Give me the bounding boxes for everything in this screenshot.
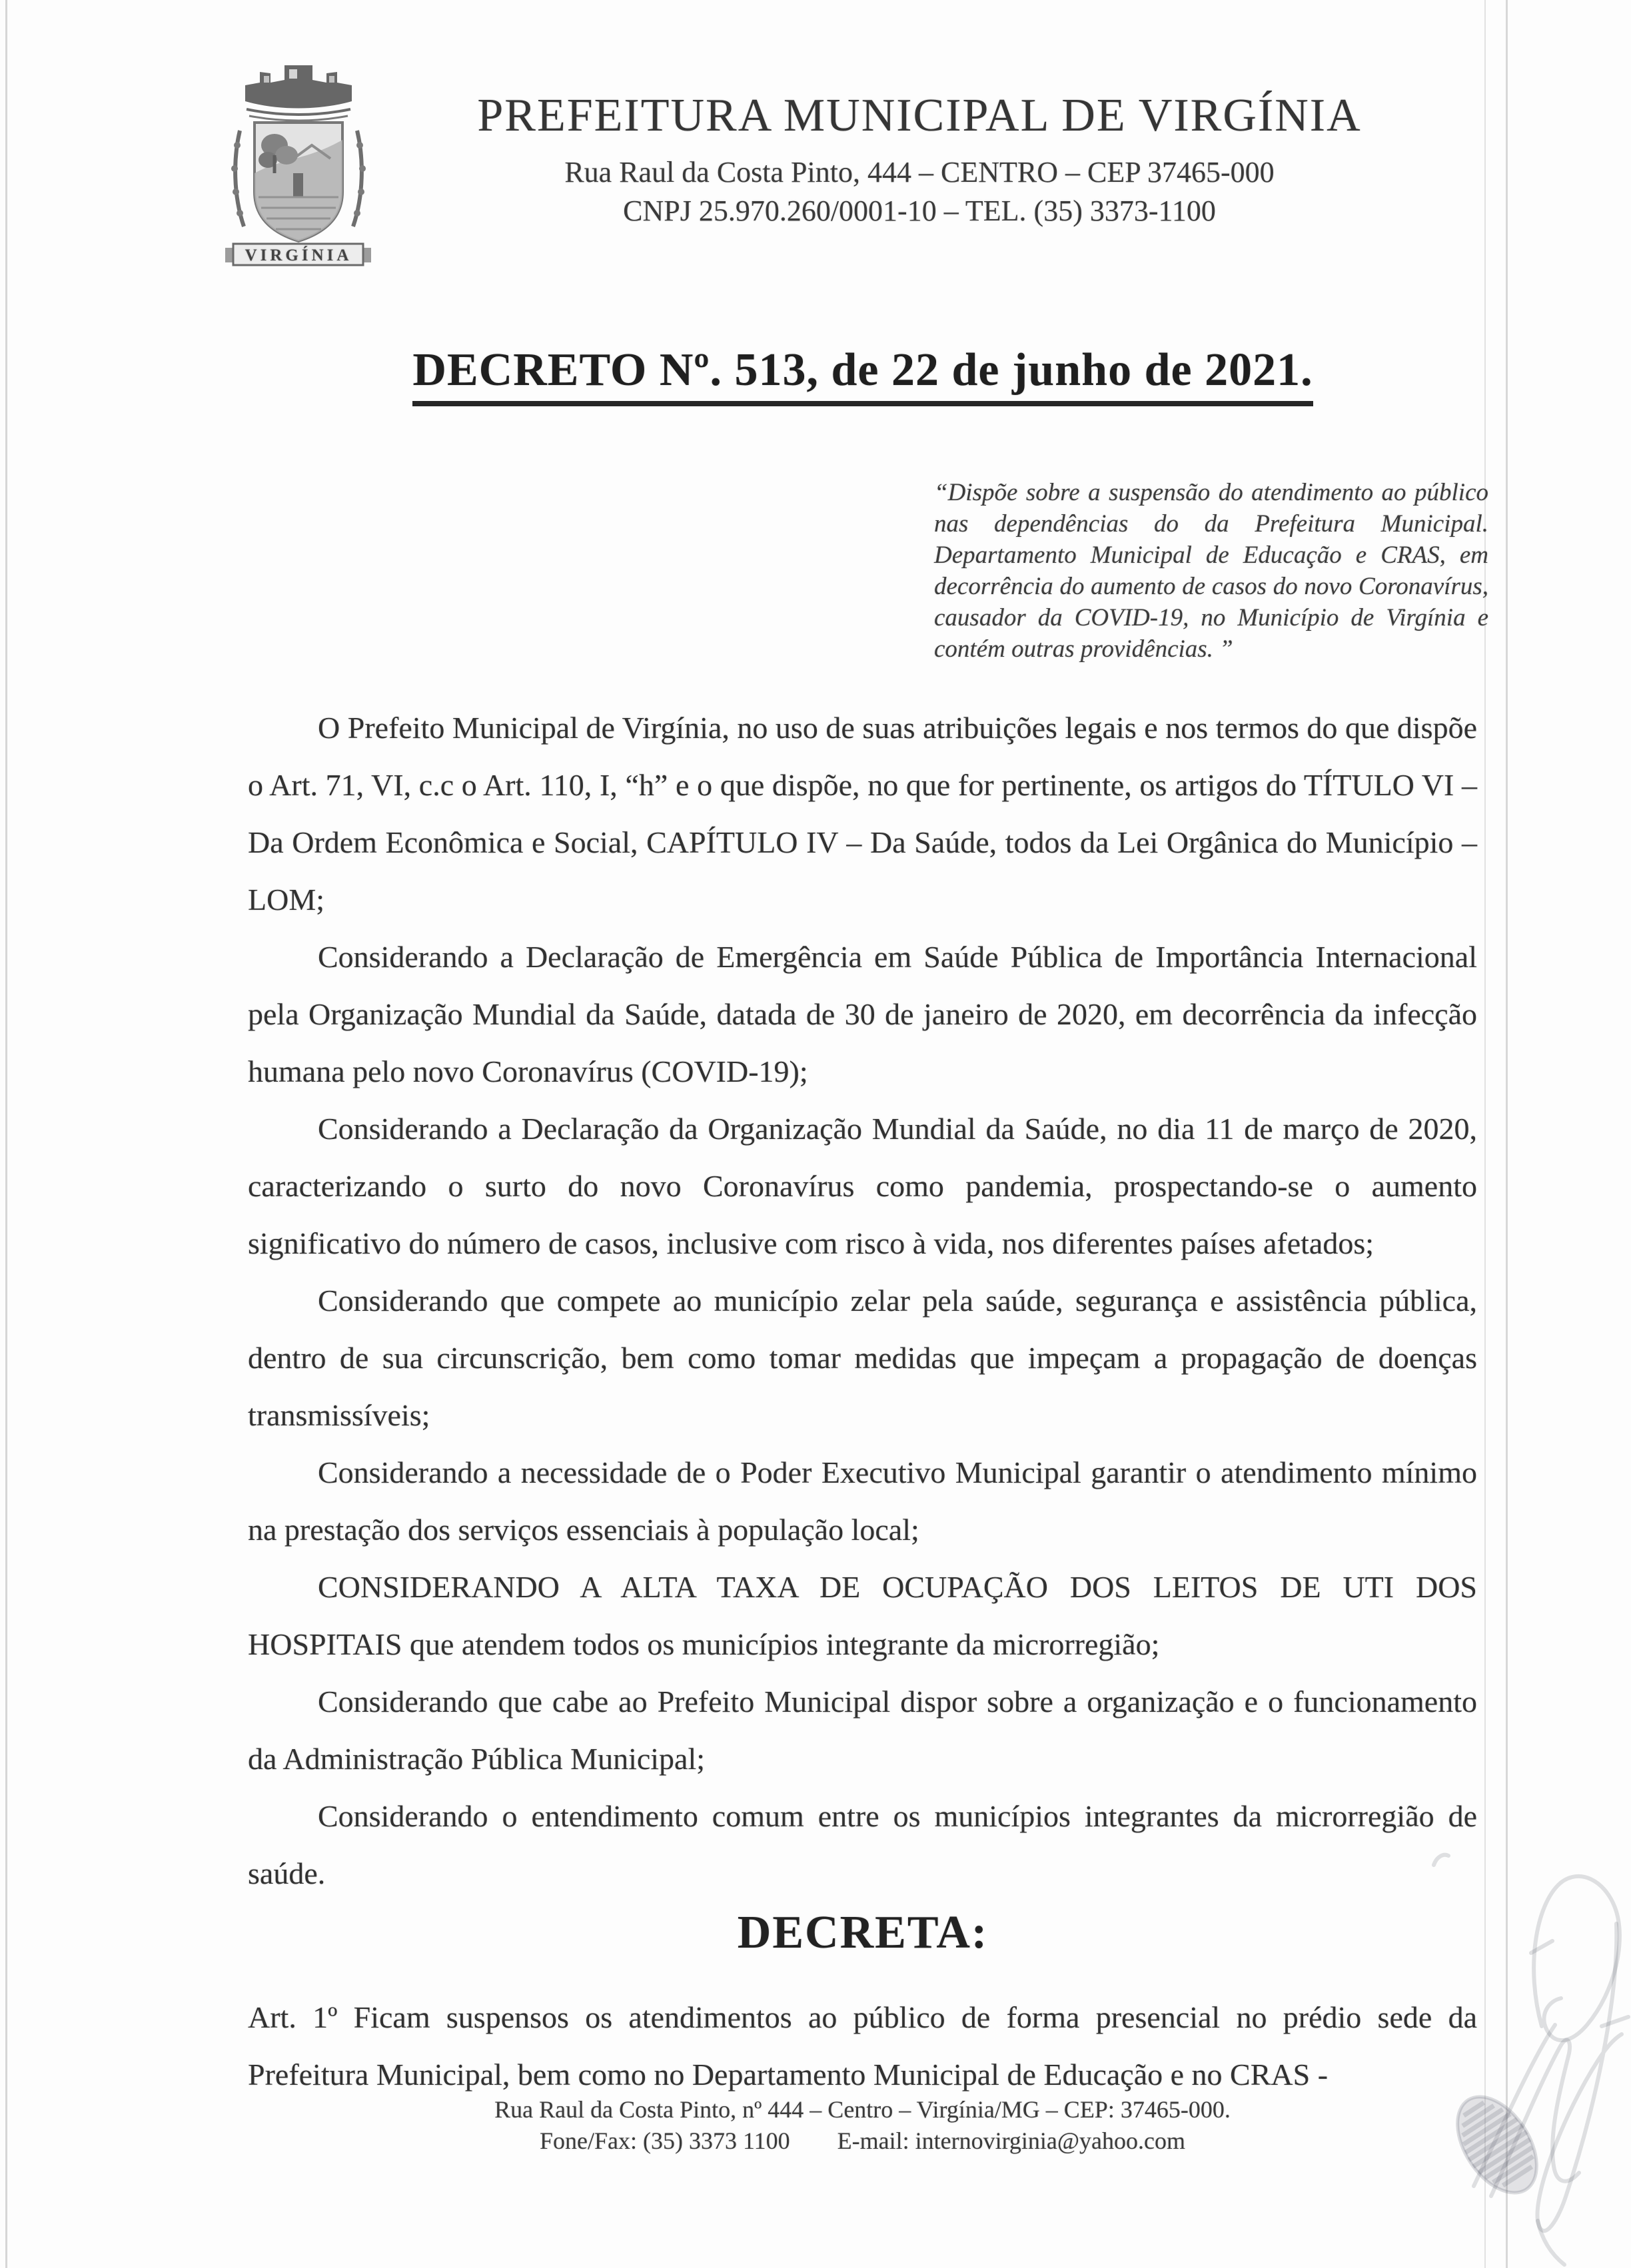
body-paragraph: Considerando que cabe ao Prefeito Municipal dispor sobre a organização e o funcionamento da Administração Pública Municipal;	[248, 1685, 1477, 1776]
decree-title-text: DECRETO Nº. 513, de 22 de junho de 2021.	[412, 344, 1313, 406]
signature-ink-blob	[1441, 2083, 1553, 2207]
letterhead-address: Rua Raul da Costa Pinto, 444 – CENTRO – CEP 37465-000	[564, 156, 1275, 189]
decree-body	[248, 699, 1477, 1902]
footer-phone: Fone/Fax: (35) 3373 1100	[539, 2127, 790, 2154]
municipal-coat-of-arms-icon	[220, 59, 376, 272]
body-paragraph: Considerando a Declaração de Emergência em Saúde Pública de Importância Internacional pela Organização Mundial da Saúde, datada de 30 de janeiro de 2020, em decorrência da infecção humana pelo novo Coronavírus (COVID-19);	[248, 940, 1477, 1088]
body-paragraph: CONSIDERANDO A ALTA TAXA DE OCUPAÇÃO DOS LEITOS DE UTI DOS HOSPITAIS que atendem todos os municípios integrante da microrregião;	[248, 1570, 1477, 1661]
crest-banner-label: VIRGÍNIA	[245, 246, 352, 264]
body-paragraph: Considerando o entendimento comum entre os municípios integrantes da microrregião de saúde.	[248, 1799, 1477, 1890]
footer-address: Rua Raul da Costa Pinto, nº 444 – Centro – Virgínia/MG – CEP: 37465-000.	[494, 2096, 1231, 2123]
letterhead-cnpj-phone: CNPJ 25.970.260/0001-10 – TEL. (35) 3373-1100	[623, 194, 1216, 227]
scan-artifact-line	[5, 0, 7, 2268]
body-paragraph: Considerando a necessidade de o Poder Executivo Municipal garantir o atendimento mínimo na prestação dos serviços essenciais à população local;	[248, 1455, 1477, 1547]
footer-email: E-mail: internovirginia@yahoo.com	[837, 2127, 1186, 2154]
body-paragraph: Considerando a Declaração da Organização Mundial da Saúde, no dia 11 de março de 2020, caracterizando o surto do novo Coronavírus como pandemia, prospectando-se o aumento significativo do número de casos, inclusive com risco à vida, nos diferentes países afetados;	[248, 1112, 1477, 1260]
handwritten-signature	[1367, 1826, 1631, 2268]
article-1: Art. 1º Ficam suspensos os atendimentos ao público de forma presencial no prédio sede da Prefeitura Municipal, bem como no Departamento Municipal de Educação e no CRAS -	[248, 2000, 1477, 2091]
decreta-heading: DECRETA:	[737, 1907, 989, 1958]
decree-title	[250, 344, 1476, 397]
crown-icon	[245, 65, 352, 109]
letterhead	[373, 89, 1466, 230]
body-paragraph: O Prefeito Municipal de Virgínia, no uso de suas atribuições legais e nos termos do que dispõe o Art. 71, VI, c.c o Art. 110, I, “h” e o que dispõe, no que for pertinente, os artigos do TÍTULO VI – Da Ordem Econômica e Social, CAPÍTULO IV – Da Saúde, todos da Lei Orgânica do Município – LOM;	[248, 711, 1477, 917]
footer-contact	[248, 2125, 1477, 2157]
decree-epigraph: “Dispõe sobre a suspensão do atendimento ao público nas dependências do da Prefeitura Municipal. Departamento Municipal de Educação e CRAS, em decorrência do aumento de casos do novo Coronavírus, causador da COVID-19, no Município de Virgínia e contém outras providências. ”	[934, 479, 1488, 663]
page-footer	[248, 2094, 1477, 2157]
organization-name: PREFEITURA MUNICIPAL DE VIRGÍNIA	[477, 90, 1362, 141]
body-paragraph: Considerando que compete ao município zelar pela saúde, segurança e assistência pública, dentro de sua circunscrição, bem como tomar medidas que impeçam a propagação de doenças transmissíveis;	[248, 1284, 1477, 1432]
